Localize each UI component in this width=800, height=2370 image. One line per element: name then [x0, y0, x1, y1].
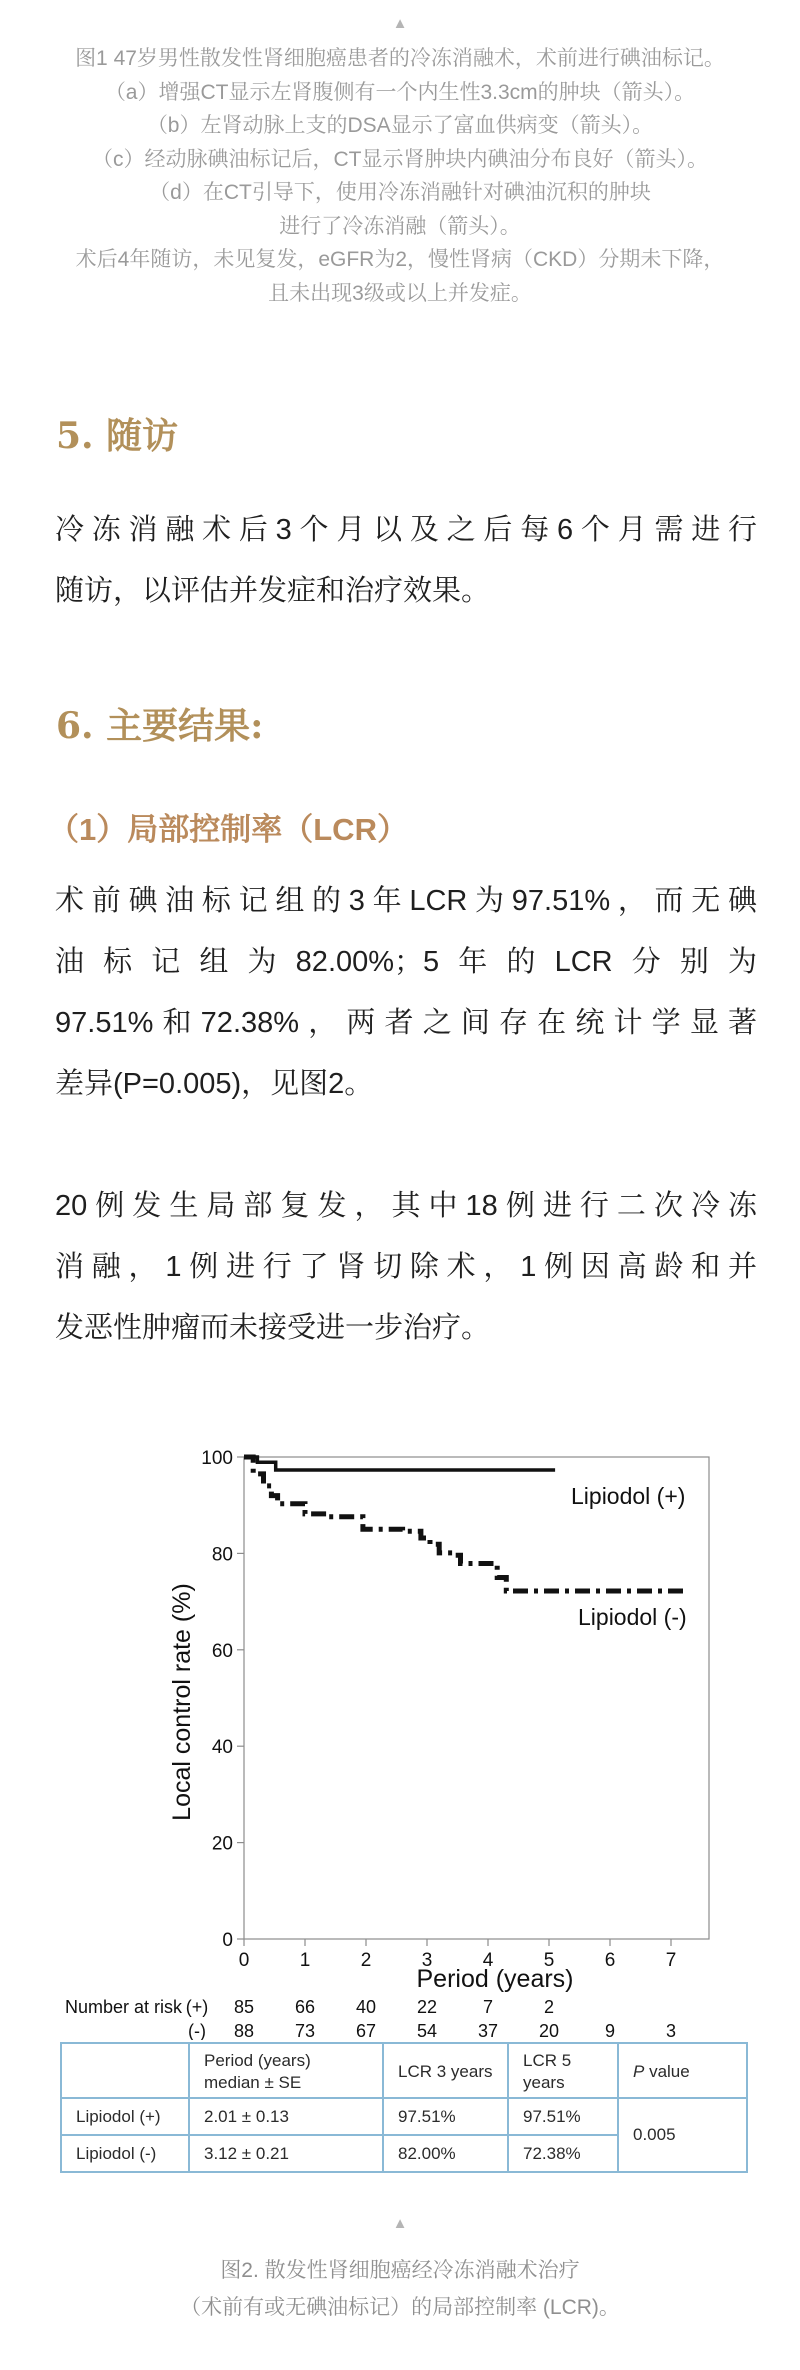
risk-value: 9 [604, 2021, 616, 2040]
figure1-caption-line: （d）在CT引导下，使用冷冻消融针对碘油沉积的肿块 [149, 181, 651, 204]
cell-p-value: 0.005 [618, 2098, 747, 2172]
y-tick-label: 100 [201, 1448, 233, 1469]
figure1-caption-line: （b）左肾动脉上支的DSA显示了富血供病变（箭头）。 [146, 114, 654, 137]
risk-value: 2 [543, 1997, 555, 2017]
risk-value: 22 [416, 1997, 438, 2017]
x-tick-label: 4 [482, 1950, 494, 1971]
table-header-empty [61, 2043, 189, 2098]
paragraph-line: 20例发生局部复发，其中18例进行二次冷冻 [55, 1190, 757, 1222]
paragraph-line: 随访，以评估并发症和治疗效果。 [55, 575, 491, 607]
x-tick-label: 0 [238, 1950, 250, 1971]
cell-lcr5-minus: 72.38% [508, 2135, 618, 2172]
paragraph-line: 消融，1例进行了肾切除术，1例因高龄和并 [55, 1251, 757, 1283]
risk-value: 88 [233, 2021, 255, 2040]
collapse-arrow-top-icon: ▲ [392, 15, 408, 32]
row-label-lipiodol-minus: Lipiodol (-) [61, 2135, 189, 2172]
recurrence-paragraph [55, 1176, 757, 1359]
figure2-caption-line: （术前有或无碘油标记）的局部控制率 (LCR)。 [180, 2296, 620, 2319]
paragraph-line: 冷冻消融术后3个月以及之后每6个月需进行 [55, 514, 757, 546]
section5-paragraph [55, 500, 757, 622]
table-header-p-rest: value [644, 2062, 690, 2081]
number-at-risk-label: Number at risk [65, 1997, 183, 2017]
lcr-results-paragraph [55, 871, 757, 1115]
section6-title: 6. 主要结果: [56, 705, 264, 747]
x-tick-label: 1 [299, 1950, 311, 1971]
figure1-caption-line: 且未出现3级或以上并发症。 [268, 281, 532, 305]
risk-value: 40 [355, 1997, 377, 2017]
risk-group-label: (+) [185, 1997, 209, 2017]
risk-value: 7 [482, 1997, 494, 2017]
figure1-caption-line: 进行了冷冻消融（箭头）。 [279, 214, 521, 238]
y-tick-label: 20 [211, 1833, 233, 1855]
x-tick-label: 2 [360, 1950, 372, 1971]
paragraph-line: 差异(P=0.005)，见图2。 [55, 1068, 374, 1100]
table-row [61, 2098, 747, 2135]
table-header-pvalue [618, 2043, 747, 2098]
figure2-caption [0, 2252, 800, 2326]
figure2-caption-line: 图2. 散发性肾细胞癌经冷冻消融术治疗 [220, 2259, 580, 2282]
y-axis-label: Local control rate (%) [168, 1583, 196, 1821]
risk-value: 3 [665, 2021, 677, 2040]
y-tick-label: 80 [211, 1544, 233, 1566]
legend-label-lipiodol-minus: Lipiodol (-) [578, 1604, 687, 1630]
km-curve-lipiodol-minus [244, 1457, 686, 1591]
figure1-caption-line: 术后4年随访，未见复发，eGFR为2，慢性肾病（CKD）分期未下降， [75, 248, 725, 271]
risk-value: 66 [294, 1997, 316, 2017]
paragraph-line: 术前碘油标记组的3年LCR为97.51%，而无碘 [55, 885, 757, 917]
risk-value: 20 [538, 2021, 560, 2040]
section5-title: 5. 随访 [56, 415, 179, 457]
figure2-km-chart [35, 1420, 765, 2040]
figure1-caption-line: 图1 47岁男性散发性肾细胞癌患者的冷冻消融术，术前进行碘油标记。 [75, 47, 725, 70]
table-header-p-italic: P [633, 2062, 645, 2081]
y-tick-label: 60 [211, 1640, 233, 1662]
x-axis-label: Period (years) [416, 1965, 574, 1993]
risk-value: 37 [477, 2021, 499, 2040]
paragraph-line: 97.51%和72.38%，两者之间存在统计学显著 [55, 1007, 757, 1039]
risk-group-label: (-) [188, 2021, 206, 2040]
y-tick-label: 40 [211, 1737, 233, 1759]
cell-period-minus: 3.12 ± 0.21 [189, 2135, 383, 2172]
legend-label-lipiodol-plus: Lipiodol (+) [571, 1483, 686, 1509]
table-header-period-line2: median ± SE [204, 2073, 302, 2092]
cell-lcr3-minus: 82.00% [383, 2135, 508, 2172]
x-tick-label: 7 [665, 1950, 677, 1971]
figure1-caption-line: （a）增强CT显示左肾腹侧有一个内生性3.3cm的肿块（箭头）。 [104, 80, 696, 104]
table-header-period [189, 2043, 383, 2098]
risk-value: 85 [233, 1997, 255, 2017]
cell-lcr5-plus: 97.51% [508, 2098, 618, 2135]
risk-value: 67 [355, 2021, 377, 2040]
paragraph-line: 油标记组为82.00%；5年的LCR分别为 [55, 946, 757, 978]
row-label-lipiodol-plus: Lipiodol (+) [61, 2098, 189, 2135]
km-chart-svg [35, 1420, 765, 2040]
table-header-lcr5: LCR 5 years [508, 2043, 618, 2098]
collapse-arrow-bottom-icon: ▲ [392, 2215, 408, 2232]
y-tick-label: 0 [222, 1930, 233, 1951]
figure1-caption-line: （c）经动脉碘油标记后，CT显示肾肿块内碘油分布良好（箭头）。 [92, 147, 708, 171]
risk-value: 73 [294, 2021, 316, 2040]
risk-value: 54 [416, 2021, 438, 2040]
plot-frame [244, 1457, 709, 1939]
table-header-lcr3: LCR 3 years [383, 2043, 508, 2098]
km-curve-lipiodol-plus [244, 1457, 555, 1470]
subsection-lcr-title: （1）局部控制率（LCR） [48, 812, 408, 847]
figure1-caption [0, 42, 800, 310]
x-tick-label: 6 [604, 1950, 616, 1971]
cell-lcr3-plus: 97.51% [383, 2098, 508, 2135]
paragraph-line: 发恶性肿瘤而未接受进一步治疗。 [55, 1312, 491, 1344]
x-tick-label: 3 [421, 1950, 433, 1971]
lcr-summary-table [60, 2042, 748, 2173]
cell-period-plus: 2.01 ± 0.13 [189, 2098, 383, 2135]
x-tick-label: 5 [543, 1950, 555, 1971]
table-header-period-line1: Period (years) [204, 2051, 311, 2070]
